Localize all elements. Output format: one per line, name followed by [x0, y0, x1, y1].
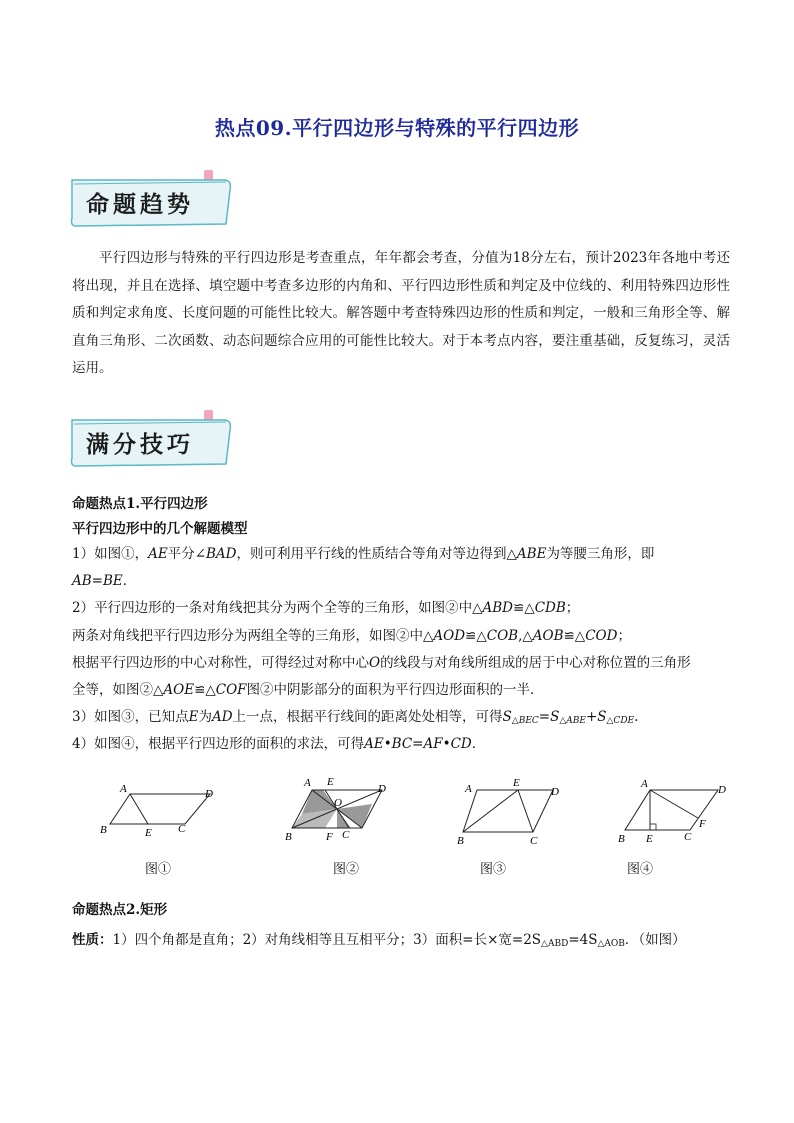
model-1-line2 — [72, 569, 732, 593]
heading-rectangle: 命题热点2.矩形 — [72, 902, 168, 918]
label-a: A — [465, 783, 472, 795]
text: 1）四个角都是直角；2）对角线相等且互相平分；3）面积=长×宽=2S — [112, 932, 542, 948]
label-b: B — [457, 835, 464, 847]
text: O — [369, 655, 381, 671]
label-a: A — [120, 783, 127, 795]
text: 4）如图④，根据平行四边形的面积的求法，可得 — [72, 736, 365, 752]
text: ≌△ — [563, 628, 586, 644]
right-angle-mark — [650, 824, 656, 830]
text: ； — [565, 600, 580, 616]
parallelogram-shape — [463, 790, 553, 832]
heading-models: 平行四边形中的几个解题模型 — [72, 521, 248, 537]
text: BC=AF — [391, 736, 443, 752]
text: . — [634, 709, 639, 725]
text: ,△ — [518, 628, 533, 644]
label-a: A — [304, 777, 311, 789]
label-b: B — [618, 833, 625, 845]
text: ABE — [516, 546, 547, 562]
text: COD — [585, 628, 618, 644]
heading-parallelogram: 命题热点1.平行四边形 — [72, 496, 208, 512]
label-f: F — [326, 831, 333, 843]
text: △AOB — [597, 939, 625, 949]
text: △CDE — [606, 716, 635, 726]
text: AOE — [163, 682, 195, 698]
model-2-line1 — [72, 596, 732, 620]
text: 为 — [198, 709, 212, 725]
text: 性质： — [72, 932, 113, 948]
label-b: B — [285, 831, 292, 843]
text: ≌△ — [465, 628, 487, 644]
text: COB — [486, 628, 519, 644]
text: 图②中阴影部分的面积为平行四边形面积的一半． — [246, 682, 544, 698]
page-title: 热点09.平行四边形与特殊的平行四边形 — [214, 116, 580, 140]
figure-3 — [455, 770, 565, 850]
text: =S — [538, 709, 560, 725]
label-o: O — [334, 797, 342, 809]
text: AB=BE — [72, 573, 123, 589]
label-c: C — [530, 835, 538, 847]
text: CDB — [534, 600, 566, 616]
text: CD — [450, 736, 472, 752]
text: 2）平行四边形的一条对角线把其分为两个全等的三角形，如图②中△ — [72, 600, 483, 616]
text: 全等，如图②△ — [72, 682, 164, 698]
banner-tips-text: 满分技巧 — [86, 432, 194, 458]
text: S — [502, 709, 512, 725]
model-2-line3 — [72, 651, 732, 675]
text: AE — [364, 736, 384, 752]
label-e: E — [513, 777, 520, 789]
text: △ABD — [541, 939, 569, 949]
text: • — [442, 736, 451, 752]
segment-ae — [130, 794, 148, 824]
label-e: E — [646, 833, 653, 845]
figure-1 — [95, 770, 225, 840]
trend-paragraph: 平行四边形与特殊的平行四边形是考查重点，年年都会考查，分值为18分左右，预计2023年各地中考还将出现，并且在选择、填空题中考查多边形的内角和、平行四边形性质和判定及中位线的、利用特殊四边形性质和判定求角度、长度问题的可能性比较大。解答题中考查特殊四边形的性质和判定，一般和三角形全等、解直角三角形、二次函数、动态问题综合应用的可能性比较大。对于本考点内容，要注重基础，反复练习，灵活运用。 — [72, 250, 730, 376]
label-c: C — [342, 829, 350, 841]
label-e: E — [145, 827, 152, 839]
caption-figure-1: 图① — [145, 862, 172, 877]
text: AOD — [433, 628, 466, 644]
text: 1）如图①， — [72, 546, 149, 562]
height-af — [650, 790, 698, 818]
text: ． — [122, 573, 137, 589]
text: △ABE — [559, 716, 586, 726]
text: +S — [585, 709, 607, 725]
text: 平分∠ — [167, 546, 207, 562]
label-d: D — [378, 783, 386, 795]
text: • — [383, 736, 392, 752]
label-b: B — [100, 824, 107, 836]
text: 为等腰三角形，即 — [546, 546, 655, 562]
text: ． — [471, 736, 486, 752]
caption-figure-3: 图③ — [480, 862, 507, 877]
text: E — [188, 709, 199, 725]
text: ABD — [482, 600, 513, 616]
text: =4S — [568, 932, 598, 948]
text: 上一点，根据平行线间的距离处处相等，可得 — [232, 709, 503, 725]
model-1-line1 — [72, 542, 732, 566]
text: ≌△ — [512, 600, 535, 616]
text: AE — [148, 546, 168, 562]
model-3 — [72, 705, 732, 733]
caption-figure-4: 图④ — [627, 862, 654, 877]
text: 根据平行四边形的中心对称性，可得经过对称中心 — [72, 655, 369, 671]
parallelogram-shape — [110, 794, 210, 824]
banner-trend-text: 命题趋势 — [86, 192, 194, 218]
text: 两条对角线把平行四边形分为两组全等的三角形，如图②中△ — [72, 628, 434, 644]
text: COF — [215, 682, 247, 698]
text: AD — [211, 709, 233, 725]
text: 的线段与对角线所组成的居于中心对称位置的三角形 — [380, 655, 691, 671]
rectangle-properties — [72, 928, 732, 956]
segment-eb — [463, 790, 518, 832]
text: △BEC — [511, 716, 539, 726]
label-e: E — [327, 776, 334, 788]
label-f: F — [699, 818, 706, 830]
model-2-line2 — [72, 624, 732, 648]
text: 3）如图③，已知点 — [72, 709, 189, 725]
figure-4 — [615, 770, 735, 850]
label-d: D — [718, 784, 726, 796]
text: BAD — [206, 546, 237, 562]
text: ，则可利用平行线的性质结合等角对等边得到△ — [236, 546, 517, 562]
figure-2 — [280, 770, 395, 850]
model-4 — [72, 732, 732, 756]
banner-trend — [66, 170, 236, 234]
label-d: D — [551, 786, 559, 798]
label-d: D — [205, 788, 213, 800]
text: ．（如图） — [624, 932, 686, 948]
label-c: C — [178, 823, 186, 835]
text: ≌△ — [194, 682, 216, 698]
banner-tips — [66, 410, 236, 474]
label-c: C — [684, 831, 692, 843]
segment-ec — [518, 790, 533, 832]
text: AOB — [532, 628, 564, 644]
caption-figure-2: 图② — [333, 862, 360, 877]
label-a: A — [641, 778, 648, 790]
model-2-line4 — [72, 678, 732, 702]
text: ； — [617, 628, 631, 644]
